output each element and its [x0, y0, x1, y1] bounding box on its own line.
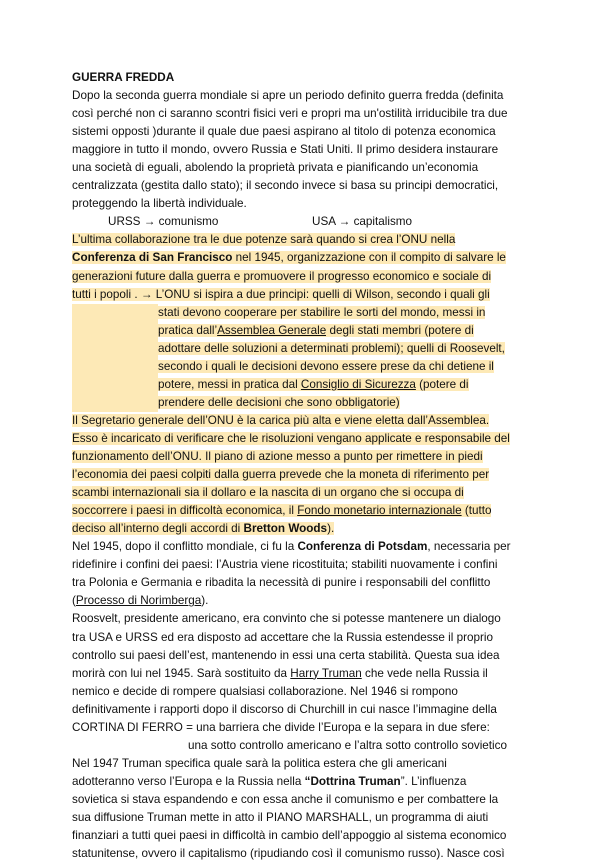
text-line	[72, 574, 490, 592]
text-span: una sotto controllo americano e l’altra sotto controllo sovietico	[188, 738, 507, 752]
underlined-term: Fondo monetario internazionale	[297, 504, 462, 518]
document-title: GUERRA FREDDA	[72, 71, 175, 84]
text-span: scambi internazionali sia il dollaro e la nascita di un organo che si occupa di	[72, 486, 464, 500]
text-line	[72, 520, 334, 538]
text-line	[72, 538, 511, 556]
text-line	[72, 502, 491, 520]
text-line	[72, 394, 400, 412]
text-span: (tutto	[461, 504, 492, 518]
text-span: L’ultima collaborazione tra le due potenze sarà quando si crea l’ONU nella	[72, 233, 456, 247]
text-line	[72, 249, 506, 267]
text-line	[72, 268, 491, 286]
underlined-term: Processo di Norimberga	[75, 594, 202, 608]
text-line	[72, 556, 498, 574]
text-span: controllo sui paesi dell’est, mantenendo in essi una certa stabilità. Questa sua idea	[72, 648, 500, 662]
text-line	[72, 231, 455, 249]
text-span: generazioni future dalla guerra e promuovere il progresso economico e sociale di	[72, 269, 492, 283]
text-span: Nel 1947 Truman specifica quale sarà la politica estera che gli americani	[72, 756, 447, 770]
text-line	[72, 105, 508, 123]
text-span: maggiore in tutto il mondo, ovvero Russia e Stati Uniti. Il primo desidera instaurare	[72, 143, 499, 157]
text-line	[72, 701, 497, 719]
text-span: sistemi opposti )durante il quale due paesi aspirano al titolo di potenza economica	[72, 125, 496, 139]
underlined-term: Harry Truman	[290, 666, 362, 680]
indent-highlight	[72, 358, 158, 376]
text-line	[72, 629, 493, 647]
indent-highlight	[72, 322, 158, 340]
text-line	[72, 177, 498, 195]
text-span: deciso all’interno degli accordi di	[72, 522, 244, 536]
text-line	[72, 773, 466, 791]
text-span: Nel 1945, dopo il conflitto mondiale, ci fu la	[72, 540, 298, 554]
text-span: ).	[201, 594, 209, 608]
text-span: degli stati membri (potere di	[326, 323, 474, 337]
text-line	[72, 123, 496, 141]
underlined-term: Consiglio di Sicurezza	[300, 377, 416, 391]
text-span: l’economia dei paesi colpiti dalla guerra prevede che la moneta di riferimento per	[72, 468, 490, 482]
text-span: così perché non ci saranno scontri fisici veri e propri ma un'ostilità irriducibile tra due	[72, 107, 508, 121]
text-span: URSS → comunismo	[108, 215, 219, 229]
text-line	[72, 791, 498, 809]
indent-highlight	[72, 376, 158, 394]
indent-highlight	[72, 340, 158, 358]
text-span: definitivamente i rapporti dopo il discorso di Churchill in cui nasce l’immagine della	[72, 702, 497, 716]
text-line	[72, 610, 501, 628]
text-span: ridefinire i confini dei paesi: l’Austria viene ricostituita; stabiliti nuovamente i confini	[72, 558, 498, 572]
text-span: tra USA e URSS ed era disposto ad accettare che la Russia estendesse il proprio	[72, 630, 493, 644]
text-line	[72, 809, 488, 827]
text-line	[72, 647, 500, 665]
text-span: adotteranno verso l’Europa e la Russia nella	[72, 774, 305, 788]
text-span: Esso è incaricato di verificare che le risoluzioni vengano applicate e responsabile del	[72, 431, 510, 445]
text-line	[72, 827, 506, 845]
text-span: tra Polonia e Germania e ribadita la necessità di punire i responsabili del conflitto	[72, 576, 491, 590]
text-span: sua diffusione Truman mette in atto il PIANO MARSHALL, un programma di aiuti	[72, 811, 489, 824]
text-span: funzionamento dell’ONU. Il piano di azione messo a punto per rimettere in piedi	[72, 450, 483, 463]
text-span: morirà con lui nel 1945. Sarà sostituito da	[72, 666, 291, 680]
text-line	[72, 448, 483, 466]
text-line	[72, 141, 498, 159]
text-span: una società di eguali, abolendo la proprietà privata e pianificando un’economia	[72, 161, 479, 175]
text-line	[72, 466, 489, 484]
underlined-term: Assemblea Generale	[217, 323, 327, 337]
text-line	[72, 665, 488, 683]
text-line	[72, 412, 489, 430]
text-line	[72, 755, 447, 773]
text-span: CORTINA DI FERRO = una barriera che divide l’Europa e la separa in due sfere:	[72, 720, 490, 734]
text-span: soccorrere i paesi in difficoltà economica, il	[72, 504, 298, 518]
text-span: finanziari a tutti quei paesi in difficoltà in cambio dell’appoggio al sistema economico	[72, 829, 507, 843]
text-line	[72, 376, 469, 394]
text-line	[188, 737, 507, 755]
text-line	[72, 484, 464, 502]
text-line	[72, 87, 503, 105]
text-span: ”. L’influenza	[400, 774, 467, 788]
text-span: (	[72, 594, 76, 608]
text-line	[72, 430, 510, 448]
text-span: nemico e decide di rompere qualsiasi collaborazione. Nel 1946 si rompono	[72, 684, 458, 698]
text-line	[72, 340, 505, 358]
indent-highlight	[72, 394, 158, 412]
text-span: che vede nella Russia il	[361, 666, 488, 680]
text-span: (potere di	[415, 377, 469, 391]
indent-highlight	[72, 304, 158, 322]
text-line	[72, 195, 247, 213]
bold-term: Conferenza di San Francisco	[72, 251, 233, 265]
text-span: USA → capitalismo	[312, 215, 413, 229]
text-span: secondo i quali le decisioni devono essere prese da chi detiene il	[158, 359, 494, 373]
text-line	[72, 304, 485, 322]
text-span: prendere delle decisioni che sono obbligatorie)	[158, 395, 400, 409]
bold-term: “Dottrina Truman	[304, 774, 401, 788]
text-span: proteggendo la libertà individuale.	[72, 197, 247, 211]
text-span: , necessaria per	[427, 540, 511, 554]
text-line	[72, 592, 208, 610]
bold-term: Bretton Woods	[243, 522, 328, 536]
text-span: statunitense, ovvero il capitalismo (ripudiando così il comunismo russo). Nasce così	[72, 847, 505, 861]
text-span: nel 1945, organizzazione con il compito di salvare le	[232, 251, 506, 265]
text-line	[72, 845, 505, 863]
text-span: pratica dall’	[158, 323, 218, 337]
text-span: Il Segretario generale dell’ONU è la carica più alta e viene eletta dall’Assemblea.	[72, 413, 490, 427]
text-span: tutti i popoli . → L’ONU si ispira a due principi: quelli di Wilson, secondo i quali gli	[72, 287, 490, 301]
text-span: centralizzata (gestita dallo stato); il secondo invece si basa su principi democratici,	[72, 179, 499, 193]
text-span: potere, messi in pratica dal	[158, 377, 301, 391]
text-line	[72, 683, 458, 701]
text-span: sovietica si stava espandendo e con essa anche il comunismo e per combattere la	[72, 792, 499, 806]
text-line	[72, 719, 490, 737]
text-span: ).	[327, 522, 335, 536]
bold-term: Conferenza di Potsdam	[297, 540, 428, 554]
text-span: Roosvelt, presidente americano, era convinto che si potesse mantenere un dialogo	[72, 612, 501, 626]
text-line	[72, 322, 474, 340]
text-span: adottare delle soluzioni a determinati problemi); quelli di Roosevelt,	[158, 341, 505, 355]
text-line	[72, 358, 494, 376]
text-span: Dopo la seconda guerra mondiale si apre un periodo definito guerra fredda (definita	[72, 89, 504, 102]
text-line	[72, 159, 478, 177]
text-line	[72, 286, 490, 304]
text-span: stati devono cooperare per stabilire le sorti del mondo, messi in	[158, 305, 486, 319]
